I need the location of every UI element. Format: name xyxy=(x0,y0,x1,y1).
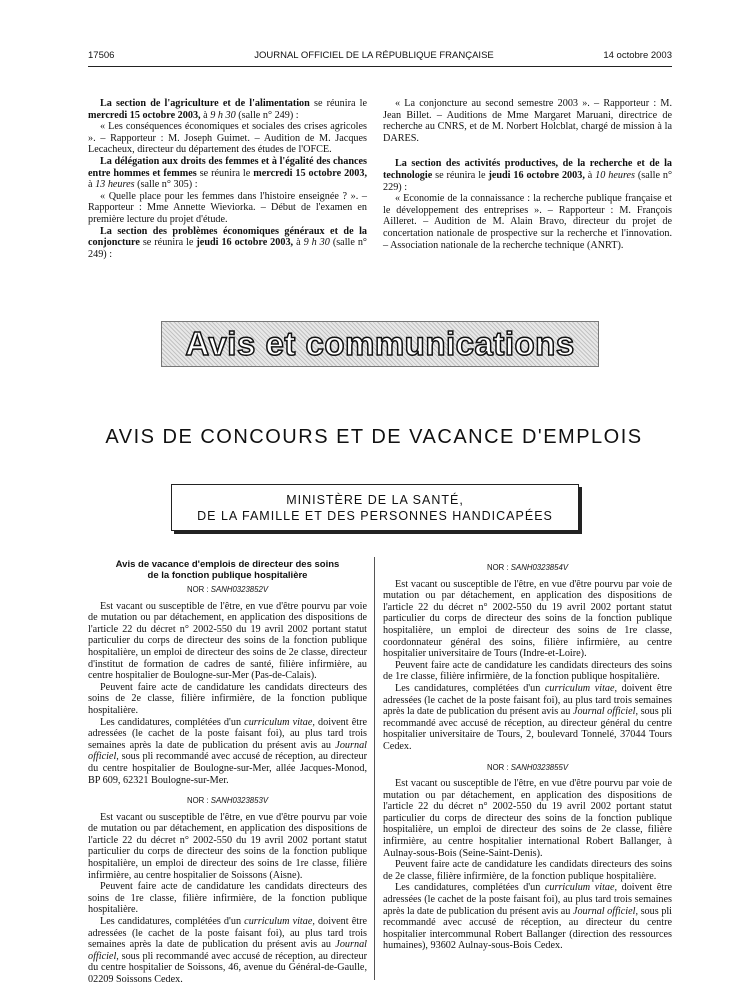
paragraph: « Quelle place pour les femmes dans l'histoire enseignée ? ». – Rapporteur : Mme Annette Wieviorka. – Début de l'examen en première lecture du projet d'étude. xyxy=(88,190,367,225)
paragraph: « Les conséquences économiques et sociales des crises agricoles ». – Rapporteur : M. Joseph Guimet. – Audition de M. Jacques Lecacheux, directeur du département des études de l'OFCE. xyxy=(88,121,367,156)
paragraph: Peuvent faire acte de candidature les candidats directeurs des soins de 1re classe, filière infirmière, de la fonction publique hospitalière. xyxy=(88,881,367,916)
section-banner xyxy=(161,321,599,367)
ministry-line-2: DE LA FAMILLE ET DES PERSONNES HANDICAPÉES xyxy=(197,509,553,523)
section-heading: AVIS DE CONCOURS ET DE VACANCE D'EMPLOIS xyxy=(105,426,643,448)
ministry-box xyxy=(171,484,579,531)
paragraph: « Economie de la connaissance : la recherche publique française et le développement des entreprises ». – Rapporteur : M. François Ailleret. – Audition de M. Alain Bravo, directeur du projet de concertation nationale de prospective sur la recherche et l'innovation. – Association nationale de la recherche technique (ANRT). xyxy=(383,193,672,251)
paragraph: Peuvent faire acte de candidature les candidats directeurs des soins de 2e classe, filière infirmière, de la fonction publique hospitalière. xyxy=(88,681,367,716)
paragraph: Est vacant ou susceptible de l'être, en vue d'être pourvu par voie de mutation ou par détachement, en application des dispositions de l'article 22 du décret n° 2002-550 du 19 avril 2002 portant statut particulier du corps de directeur des soins de la fonction publique hospitalière, un emploi de directeur des soins de 2e classe, filière infirmière, au centre hospitalier international Robert Ballanger, à Aulnay-sous-Bois (Seine-Saint-Denis). xyxy=(383,778,672,859)
nor-reference: NOR : SANH0323853V xyxy=(186,796,269,806)
notice-title: Avis de vacance d'emplois de directeur des soins xyxy=(115,559,340,570)
top-right-column xyxy=(383,98,672,251)
paragraph: Peuvent faire acte de candidature les candidats directeurs des soins de 1re classe, filière infirmière, de la fonction publique hospitalière. xyxy=(383,659,672,683)
nor-reference: NOR : SANH0323854V xyxy=(486,563,569,572)
column-divider xyxy=(374,557,375,980)
journal-title: JOURNAL OFFICIEL DE LA RÉPUBLIQUE FRANÇAISE xyxy=(254,50,494,61)
nor-reference: NOR : SANH0323852V xyxy=(186,585,269,594)
paragraph: La délégation aux droits des femmes et à l'égalité des chances entre hommes et femmes se réunira le mercredi 15 octobre 2003, à 13 heures (salle n° 305) : xyxy=(88,155,367,191)
bottom-right-column xyxy=(383,559,672,952)
ministry-line-1: MINISTÈRE DE LA SANTÉ, xyxy=(286,493,464,507)
paragraph: Les candidatures, complétées d'un curriculum vitae, doivent être adressées (le cachet de la poste faisant foi), au plus tard trois semaines après la date de publication du présent avis au Journal officiel, sous pli recommandé avec accusé de réception, au directeur général du centre hospitalier universitaire de Tours, 2, boulevard Tonnelé, 37044 Tours Cedex. xyxy=(383,682,673,752)
header-rule xyxy=(88,66,672,67)
paragraph: Les candidatures, complétées d'un curriculum vitae, doivent être adressées (le cachet de la poste faisant foi), au plus tard trois semaines après la date de publication du présent avis au Journal officiel, sous pli recommandé avec accusé de réception, au directeur du centre hospitalier de Boulogne-sur-Mer, allée Jacques-Monod, BP 609, 62321 Boulogne-sur-Mer. xyxy=(88,716,367,786)
nor-reference: NOR : SANH0323855V xyxy=(486,762,569,772)
paragraph: Est vacant ou susceptible de l'être, en vue d'être pourvu par voie de mutation ou par détachement, en application des dispositions de l'article 22 du décret n° 2002-550 du 19 avril 2002 portant statut particulier du corps de directeur des soins de la fonction publique hospitalière, un emploi de directeur des soins de 1re classe, filière infirmière, au centre hospitalier de Soissons (Aisne). xyxy=(88,811,367,881)
issue-date: 14 octobre 2003 xyxy=(603,50,672,61)
notice-title: de la fonction publique hospitalière xyxy=(147,570,308,581)
paragraph: Les candidatures, complétées d'un curriculum vitae, doivent être adressées (le cachet de la poste faisant foi), au plus tard trois semaines après la date de publication du présent avis au Journal officiel, sous pli recommandé avec accusé de réception, au directeur du centre hospitalier de Soissons, 46, avenue du Général-de-Gaulle, 02209 Soissons Cedex. xyxy=(88,916,367,985)
paragraph: La section de l'agriculture et de l'alimentation se réunira le mercredi 15 octobre 2003, à 9 h 30 (salle n° 249) : xyxy=(88,98,367,121)
paragraph: Les candidatures, complétées d'un curriculum vitae, doivent être adressées (le cachet de la poste faisant foi), au plus tard trois semaines après la date de publication du présent avis au Journal officiel, sous pli recommandé avec accusé de réception, au directeur du centre hospitalier intercommunal Robert Ballanger (direction des ressources humaines), 93602 Aulnay-sous-Bois Cedex. xyxy=(383,882,673,952)
paragraph: « La conjoncture au second semestre 2003 ». – Rapporteur : M. Jean Billet. – Auditions de Mme Margaret Maruani, directrice de recherche au CNRS, et de M. Norbert Holcblat, chargé de mission à la DARES. xyxy=(383,98,672,144)
paragraph: Est vacant ou susceptible de l'être, en vue d'être pourvu par voie de mutation ou par détachement, en application des dispositions de l'article 22 du décret n° 2002-550 du 19 avril 2002 portant statut particulier du corps de directeur des soins de la fonction publique hospitalière, un emploi de directeur des soins de 1re classe, coordonnateur général des soins, filière infirmière, au centre hospitalier universitaire de Tours (Indre-et-Loire). xyxy=(383,578,672,660)
paragraph: Peuvent faire acte de candidature les candidats directeurs des soins de 2e classe, filière infirmière, de la fonction publique hospitalière. xyxy=(383,859,672,882)
top-left-column xyxy=(88,98,367,260)
bottom-left-column xyxy=(88,559,367,986)
banner-title: Avis et communications xyxy=(185,325,575,362)
paragraph: La section des activités productives, de la recherche et de la technologie se réunira le jeudi 16 octobre 2003, à 10 heures (salle n° 229) : xyxy=(383,158,673,193)
paragraph: La section des problèmes économiques généraux et de la conjoncture se réunira le jeudi 16 octobre 2003, à 9 h 30 (salle n° 249) : xyxy=(88,225,368,260)
page-number: 17506 xyxy=(88,50,115,61)
paragraph: Est vacant ou susceptible de l'être, en vue d'être pourvu par voie de mutation ou par détachement, en application des dispositions de l'article 22 du décret n° 2002-550 du 19 avril 2002 portant statut particulier du corps de directeur des soins de la fonction publique hospitalière, un emploi de directeur des soins de 2e classe, directeur d'institut de formation de cadres de santé, filière infirmière, au centre hospitalier de Boulogne-sur-Mer (Pas-de-Calais). xyxy=(88,600,367,682)
